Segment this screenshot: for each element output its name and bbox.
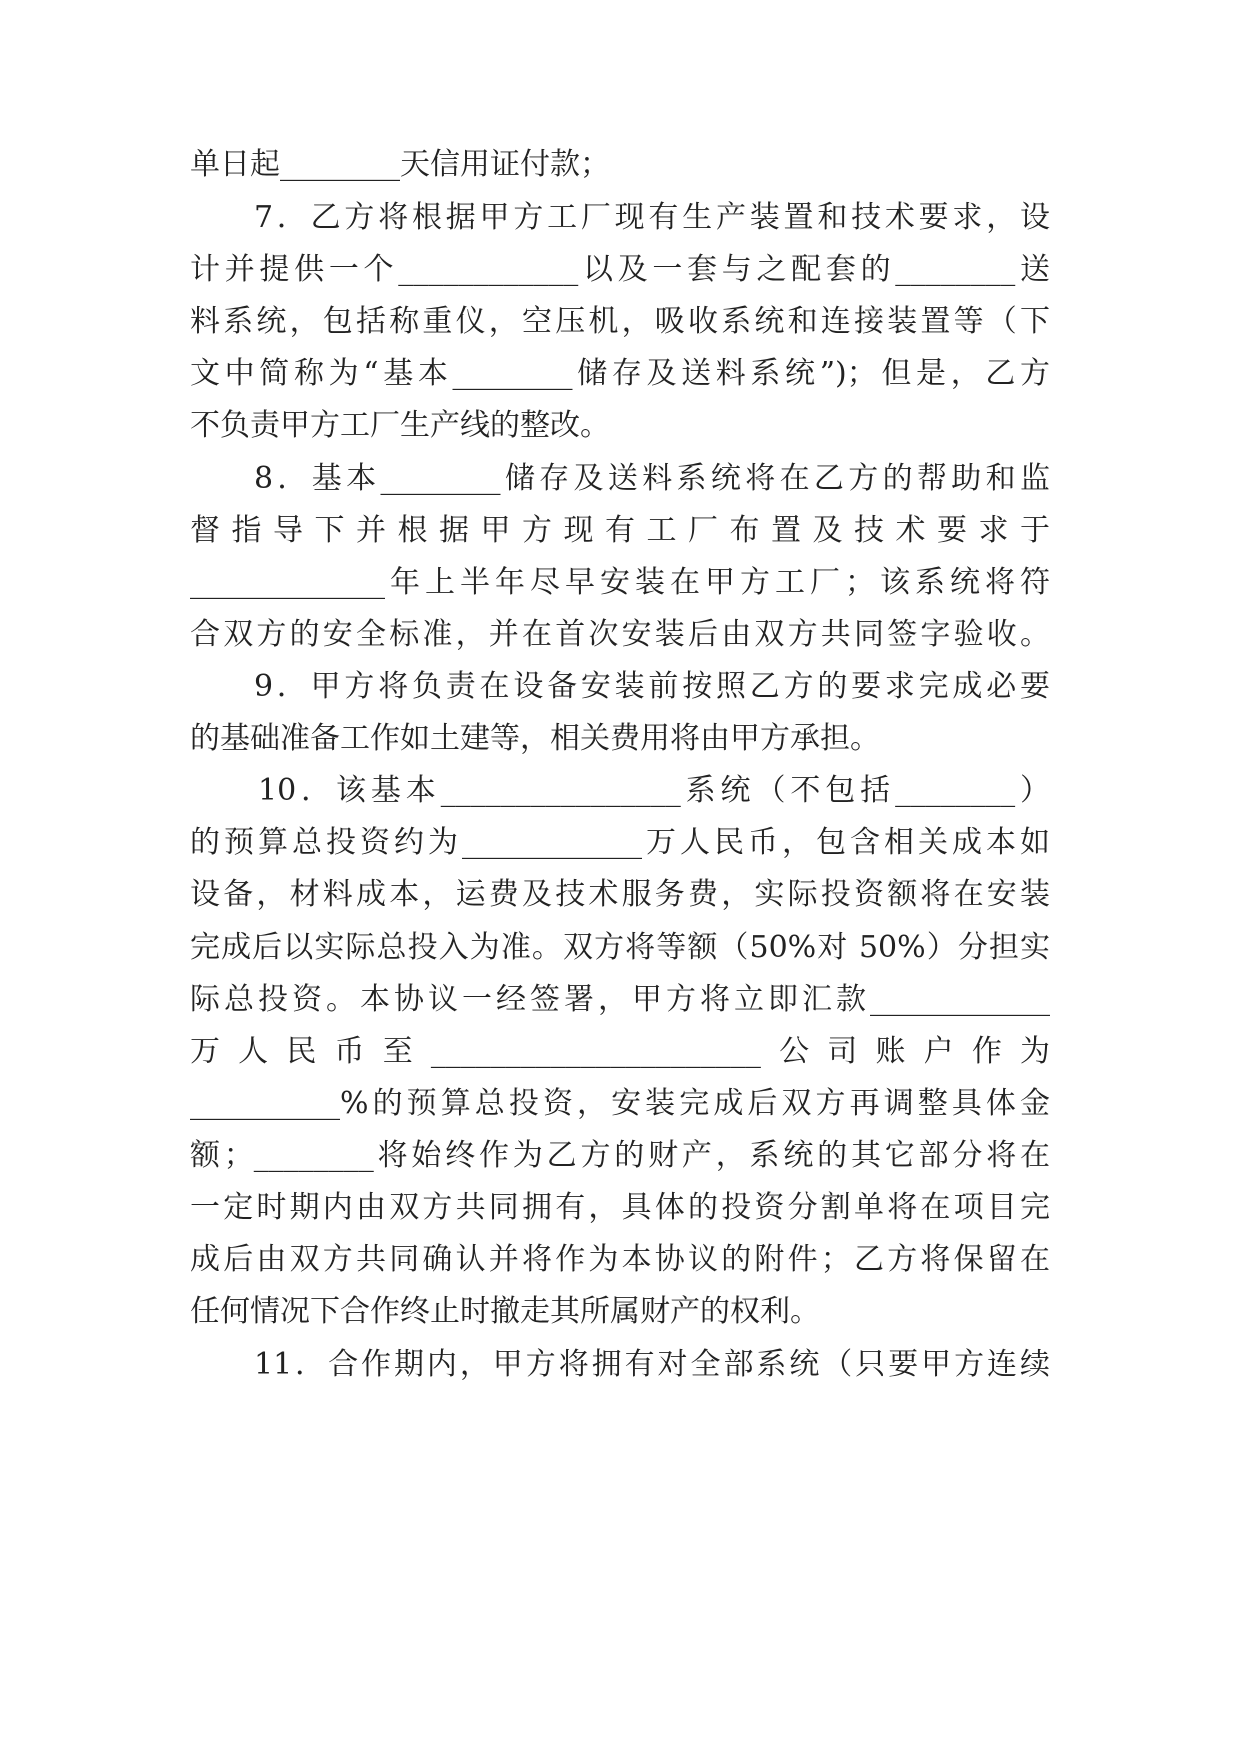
text-line: 万人民币至______________________公司账户作为 (190, 1034, 1050, 1069)
text-line: 任何情况下合作终止时撤走其所属财产的权利。 (190, 1294, 820, 1329)
text-line: _____________年上半年尽早安装在甲方工厂；该系统将符 (190, 565, 1050, 600)
clause-9-line: 9．甲方将负责在设备安装前按照乙方的要求完成必要 (254, 669, 1050, 704)
text-line: 设备，材料成本，运费及技术服务费，实际投资额将在安装 (190, 877, 1050, 912)
text-line: 计并提供一个____________以及一套与之配套的________送 (190, 252, 1050, 287)
text-line: 一定时期内由双方共同拥有，具体的投资分割单将在项目完 (190, 1190, 1050, 1225)
text-line: 文中简称为“基本________储存及送料系统”)；但是，乙方 (190, 356, 1050, 391)
text-line: 单日起________天信用证付款； (190, 147, 610, 182)
text-line: 额；________将始终作为乙方的财产，系统的其它部分将在 (190, 1138, 1050, 1173)
text-line: 合双方的安全标准，并在首次安装后由双方共同签字验收。 (190, 617, 1050, 652)
text-line: 督指导下并根据甲方现有工厂布置及技术要求于 (190, 513, 1050, 548)
text-line: 的预算总投资约为____________万人民币，包含相关成本如 (190, 825, 1050, 860)
text-line: 完成后以实际总投入为准。双方将等额（50%对 50%）分担实 (190, 930, 1050, 965)
clause-10-line: 10．该基本________________系统（不包括________） (258, 773, 1050, 808)
text-line: 不负责甲方工厂生产线的整改。 (190, 408, 610, 443)
clause-11-line: 11．合作期内，甲方将拥有对全部系统（只要甲方连续 (254, 1347, 1050, 1382)
clause-8-line: 8．基本________储存及送料系统将在乙方的帮助和监 (254, 461, 1050, 496)
text-line: 的基础准备工作如土建等，相关费用将由甲方承担。 (190, 721, 880, 756)
text-line: 料系统，包括称重仪，空压机，吸收系统和连接装置等（下 (190, 304, 1050, 339)
text-line: 成后由双方共同确认并将作为本协议的附件；乙方将保留在 (190, 1242, 1050, 1277)
clause-7-line: 7．乙方将根据甲方工厂现有生产装置和技术要求，设 (254, 200, 1050, 235)
text-line: __________%的预算总投资，安装完成后双方再调整具体金 (190, 1086, 1050, 1121)
text-line: 际总投资。本协议一经签署，甲方将立即汇款____________ (190, 982, 1050, 1017)
